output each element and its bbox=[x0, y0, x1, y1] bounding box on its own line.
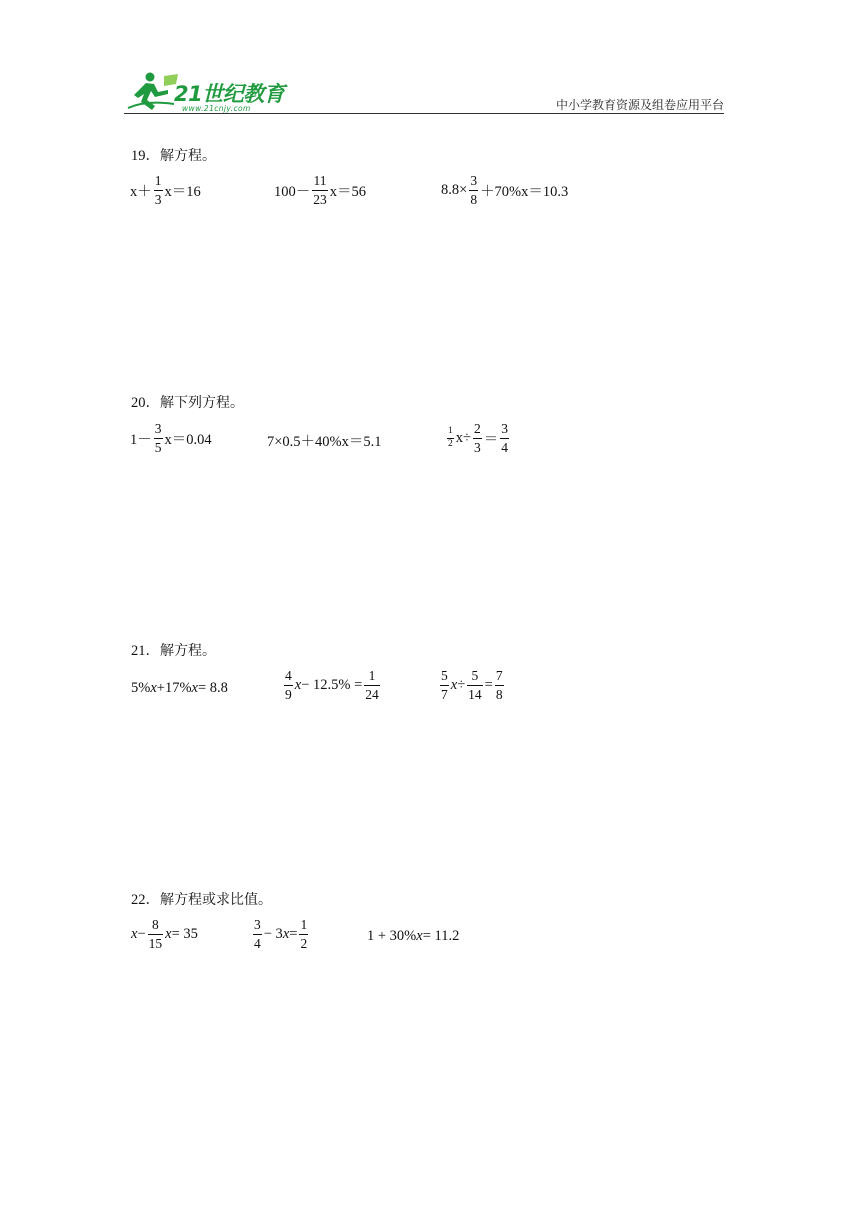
fraction: $\frac{11}{23}$ bbox=[313, 173, 327, 207]
page-header bbox=[124, 66, 724, 118]
fraction: $\frac{3}{4}$ bbox=[501, 421, 508, 455]
fraction: $\frac{4}{9}$ bbox=[285, 668, 292, 702]
question-22-title: 22．解方程或求比值。 bbox=[131, 892, 272, 908]
header-tagline: 中小学教育资源及组卷应用平台 bbox=[555, 98, 724, 112]
q19-equation-1: x＋ $\frac{1}{3}$ x＝16 bbox=[130, 173, 201, 207]
q21-equation-1: 5% x +17% x = 8.8 bbox=[131, 680, 228, 696]
header-divider bbox=[124, 113, 724, 114]
fraction: $\frac{1}{2}$ bbox=[300, 917, 308, 951]
fraction: $\frac{3}{8}$ bbox=[470, 173, 478, 207]
fraction: $\frac{1}{24}$ bbox=[365, 668, 379, 702]
q21-equation-3: $\frac{5}{7}$ x ÷ $\frac{5}{14}$ = $\frac{7}{8}$ bbox=[441, 668, 503, 702]
runner-logo-icon bbox=[124, 70, 180, 114]
fraction: $\frac{8}{15}$ bbox=[148, 917, 163, 951]
logo-url: www.21cnjy.com bbox=[182, 104, 251, 113]
q19-equation-2: 100－ $\frac{11}{23}$ x＝56 bbox=[274, 173, 366, 207]
logo bbox=[124, 66, 294, 116]
q22-equation-1: x − $\frac{8}{15}$ x = 35 bbox=[131, 917, 198, 951]
q22-equation-3: 1 + 30% x = 11.2 bbox=[367, 928, 460, 944]
q20-equation-1: 1－ $\frac{3}{5}$ x＝0.04 bbox=[130, 421, 212, 455]
question-20-title: 20．解下列方程。 bbox=[131, 395, 244, 411]
q22-equation-2: $\frac{3}{4}$ − 3 x = $\frac{1}{2}$ bbox=[254, 917, 308, 951]
fraction: $\frac{2}{3}$ bbox=[473, 421, 481, 455]
fraction: $\frac{3}{4}$ bbox=[254, 917, 261, 951]
q21-equation-2: $\frac{4}{9}$ x − 12.5% = $\frac{1}{24}$ bbox=[285, 668, 379, 702]
fraction: $\frac{1}{3}$ bbox=[154, 173, 162, 207]
question-19-title: 19．解方程。 bbox=[131, 148, 216, 164]
q20-equation-3: $\frac{1}{2}$ x÷ $\frac{2}{3}$ ＝ $\frac{3}{4}$ bbox=[448, 421, 508, 455]
question-21-title: 21．解方程。 bbox=[131, 643, 216, 659]
q19-equation-3: 8.8× $\frac{3}{8}$ ＋70%x＝10.3 bbox=[441, 173, 569, 207]
fraction: $\frac{1}{2}$ bbox=[448, 426, 453, 449]
fraction: $\frac{3}{5}$ bbox=[154, 421, 162, 455]
fraction: $\frac{5}{14}$ bbox=[468, 668, 482, 702]
logo-text: 21世纪教育 bbox=[174, 82, 285, 106]
fraction: $\frac{5}{7}$ bbox=[441, 668, 448, 702]
fraction: $\frac{7}{8}$ bbox=[495, 668, 503, 702]
q20-equation-2: 7×0.5＋40%x＝5.1 bbox=[267, 434, 382, 450]
